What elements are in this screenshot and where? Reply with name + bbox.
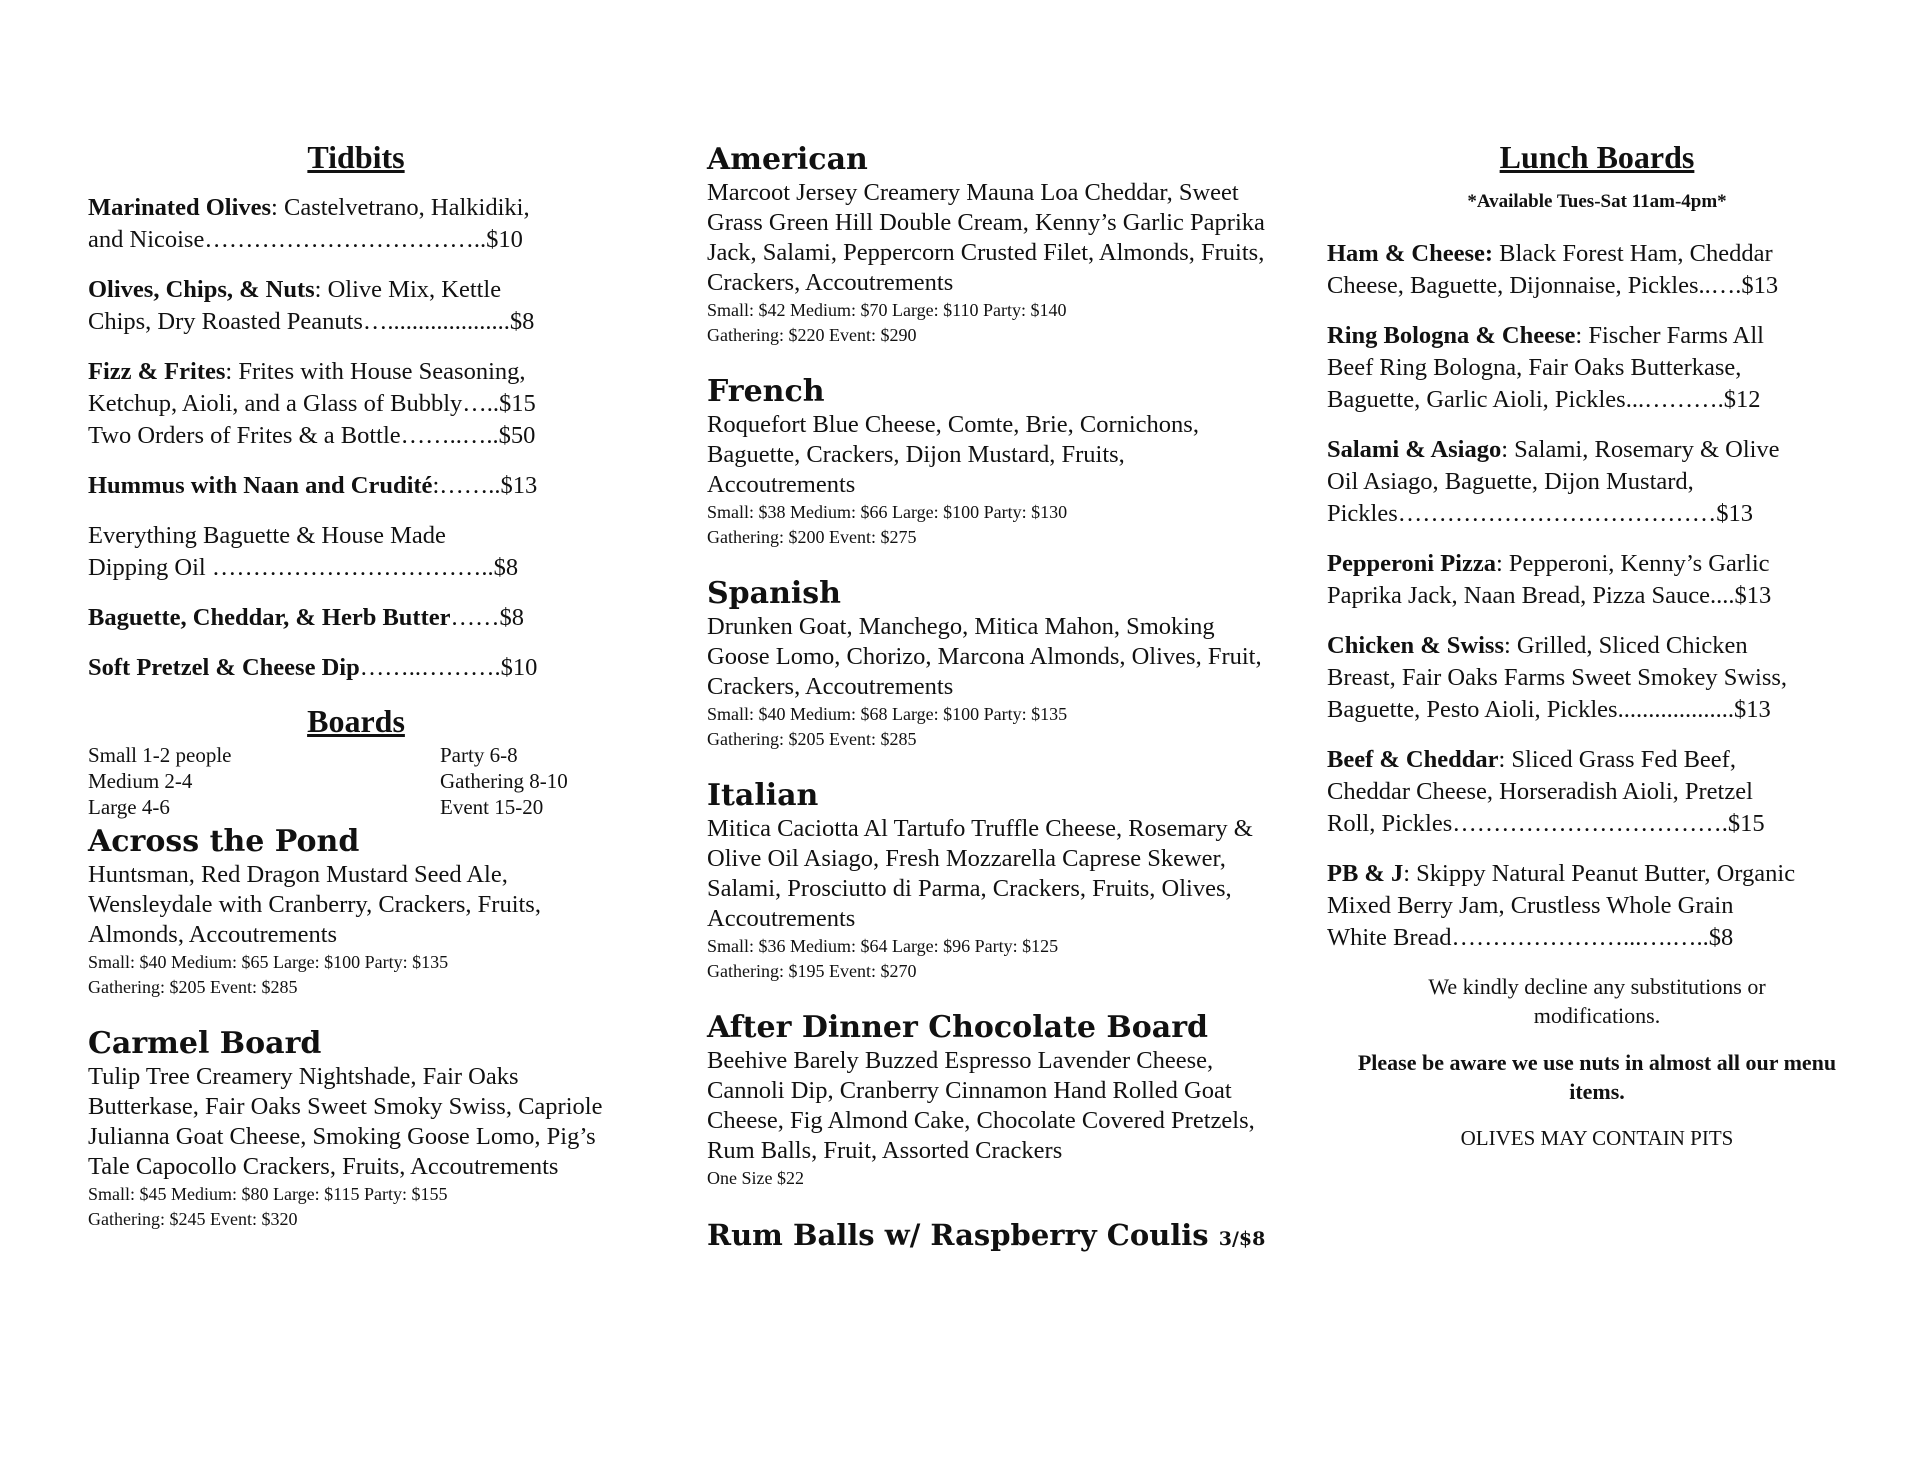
tidbits-title: Tidbits xyxy=(307,139,405,175)
lunch-availability: *Available Tues-Sat 11am-4pm* xyxy=(1467,191,1727,212)
rum-balls-price: 3/$8 xyxy=(1218,1228,1266,1250)
menu-item: Everything Baguette & House Made Dipping Oil ……………………………..$8 xyxy=(88,522,519,581)
menu-item: Soft Pretzel & Cheese Dip……..……….$10 xyxy=(88,654,538,681)
board-american: American Marcoot Jersey Creamery Mauna Loa Cheddar, Sweet Grass Green Hill Double Cream, Kenny’s Garlic Paprika Jack, Salami, Peppercorn Crusted Filet, Almonds, Fruits, Crackers, Accoutrements Small: $42 Medium: $70 Large: $110 Party: $140 Gathering: $220 Event: $290 xyxy=(707,142,1267,348)
menu-item: Ring Bologna & Cheese: Fischer Farms All Beef Ring Bologna, Fair Oaks Butterkase, Baguette, Garlic Aioli, Pickles...……….$12 xyxy=(1327,322,1764,413)
board-prices: Small: $42 Medium: $70 Large: $110 Party: $140 Gathering: $220 Event: $290 xyxy=(707,300,1067,345)
board-carmel: Carmel Board Tulip Tree Creamery Nightshade, Fair Oaks Butterkase, Fair Oaks Sweet Smoky Swiss, Capriole Julianna Goat Cheese, Smoking Goose Lomo, Pig’s Tale Capocollo Crackers, Fruits, Accoutrements Small: $45 Medium: $80 Large: $115 Party: $155 Gathering: $245 Event: $320 xyxy=(88,1026,624,1232)
board-italian: Italian Mitica Caciotta Al Tartufo Truffle Cheese, Rosemary & Olive Oil Asiago, Fresh Mozzarella Caprese Skewer, Salami, Prosciutto di Parma, Crackers, Fruits, Olives, Accoutrements Small: $36 Medium: $64 Large: $96 Party: $125 Gathering: $195 Event: $270 xyxy=(707,778,1267,984)
lunch-boards-title: Lunch Boards xyxy=(1499,139,1695,175)
substitution-note: We kindly decline any substitutions or modifications. xyxy=(1428,974,1766,1028)
menu-item: Chicken & Swiss: Grilled, Sliced Chicken Breast, Fair Oaks Farms Sweet Smokey Swiss, Baguette, Pesto Aioli, Pickles...................$13 xyxy=(1327,632,1788,723)
menu-item: Hummus with Naan and Crudité:……..$13 xyxy=(88,472,538,499)
board-french: French Roquefort Blue Cheese, Comte, Brie, Cornichons, Baguette, Crackers, Dijon Mustard, Fruits, Accoutrements Small: $38 Medium: $66 Large: $100 Party: $130 Gathering: $200 Event: $275 xyxy=(707,374,1267,550)
board-prices: Small: $36 Medium: $64 Large: $96 Party: $125 Gathering: $195 Event: $270 xyxy=(707,936,1059,981)
olive-pit-warning: OLIVES MAY CONTAIN PITS xyxy=(1460,1126,1734,1150)
boards-title: Boards xyxy=(307,703,405,739)
menu-item: Ham & Cheese: Black Forest Ham, Cheddar Cheese, Baguette, Dijonnaise, Pickles..….$13 xyxy=(1327,240,1779,299)
nut-warning: Please be aware we use nuts in almost all our menu items. xyxy=(1357,1050,1837,1104)
menu-item: Baguette, Cheddar, & Herb Butter……$8 xyxy=(88,604,524,631)
board-spanish: Spanish Drunken Goat, Manchego, Mitica Mahon, Smoking Goose Lomo, Chorizo, Marcona Almonds, Olives, Fruit, Crackers, Accoutrements Small: $40 Medium: $68 Large: $100 Party: $135 Gathering: $205 Event: $285 xyxy=(707,576,1267,752)
menu-item: Marinated Olives: Castelvetrano, Halkidiki, and Nicoise……………………………..$10 xyxy=(88,194,530,253)
board-across-the-pond: Across the Pond Huntsman, Red Dragon Mustard Seed Ale, Wensleydale with Cranberry, Crackers, Fruits, Almonds, Accoutrements Small: $40 Medium: $65 Large: $100 Party: $135 Gathering: $205 Event: $285 xyxy=(88,824,624,1000)
middle-column xyxy=(707,142,1267,1257)
left-column xyxy=(88,138,624,1258)
board-prices: Small: $45 Medium: $80 Large: $115 Party: $155 Gathering: $245 Event: $320 xyxy=(88,1184,448,1229)
board-prices: Small: $40 Medium: $68 Large: $100 Party: $135 Gathering: $205 Event: $285 xyxy=(707,704,1068,749)
menu-item: Olives, Chips, & Nuts: Olive Mix, Kettle Chips, Dry Roasted Peanuts…....................$8 xyxy=(88,276,535,335)
menu-item: Beef & Cheddar: Sliced Grass Fed Beef, Cheddar Cheese, Horseradish Aioli, Pretzel Roll, Pickles…………………………….$15 xyxy=(1327,746,1765,837)
right-column xyxy=(1327,138,1867,1171)
menu-item: Fizz & Frites: Frites with House Seasoning, Ketchup, Aioli, and a Glass of Bubbly…..$15 Two Orders of Frites & a Bottle……..…..$50 xyxy=(88,358,536,449)
rum-balls-item: Rum Balls w/ Raspberry Coulis 3/$8 xyxy=(707,1218,1266,1252)
board-after-dinner-chocolate: After Dinner Chocolate Board Beehive Barely Buzzed Espresso Lavender Cheese, Cannoli Dip, Cranberry Cinnamon Hand Rolled Goat Cheese, Fig Almond Cake, Chocolate Covered Pretzels, Rum Balls, Fruit, Assorted Crackers One Size $22 xyxy=(707,1010,1267,1191)
menu-item: PB & J: Skippy Natural Peanut Butter, Organic Mixed Berry Jam, Crustless Whole Grain White Bread…………………...….…..$8 xyxy=(1327,860,1796,951)
board-prices: Small: $38 Medium: $66 Large: $100 Party: $130 Gathering: $200 Event: $275 xyxy=(707,502,1068,547)
board-size-legend: Small 1-2 people Party 6-8 Medium 2-4 Gathering 8-10 Large 4-6 Event 15-20 xyxy=(88,743,568,819)
menu-item: Pepperoni Pizza: Pepperoni, Kenny’s Garlic Paprika Jack, Naan Bread, Pizza Sauce....$13 xyxy=(1327,550,1772,609)
menu-item: Salami & Asiago: Salami, Rosemary & Olive Oil Asiago, Baguette, Dijon Mustard, Pickles…………………………………$13 xyxy=(1327,436,1780,527)
board-prices: Small: $40 Medium: $65 Large: $100 Party: $135 Gathering: $205 Event: $285 xyxy=(88,952,449,997)
board-prices: One Size $22 xyxy=(707,1168,804,1188)
